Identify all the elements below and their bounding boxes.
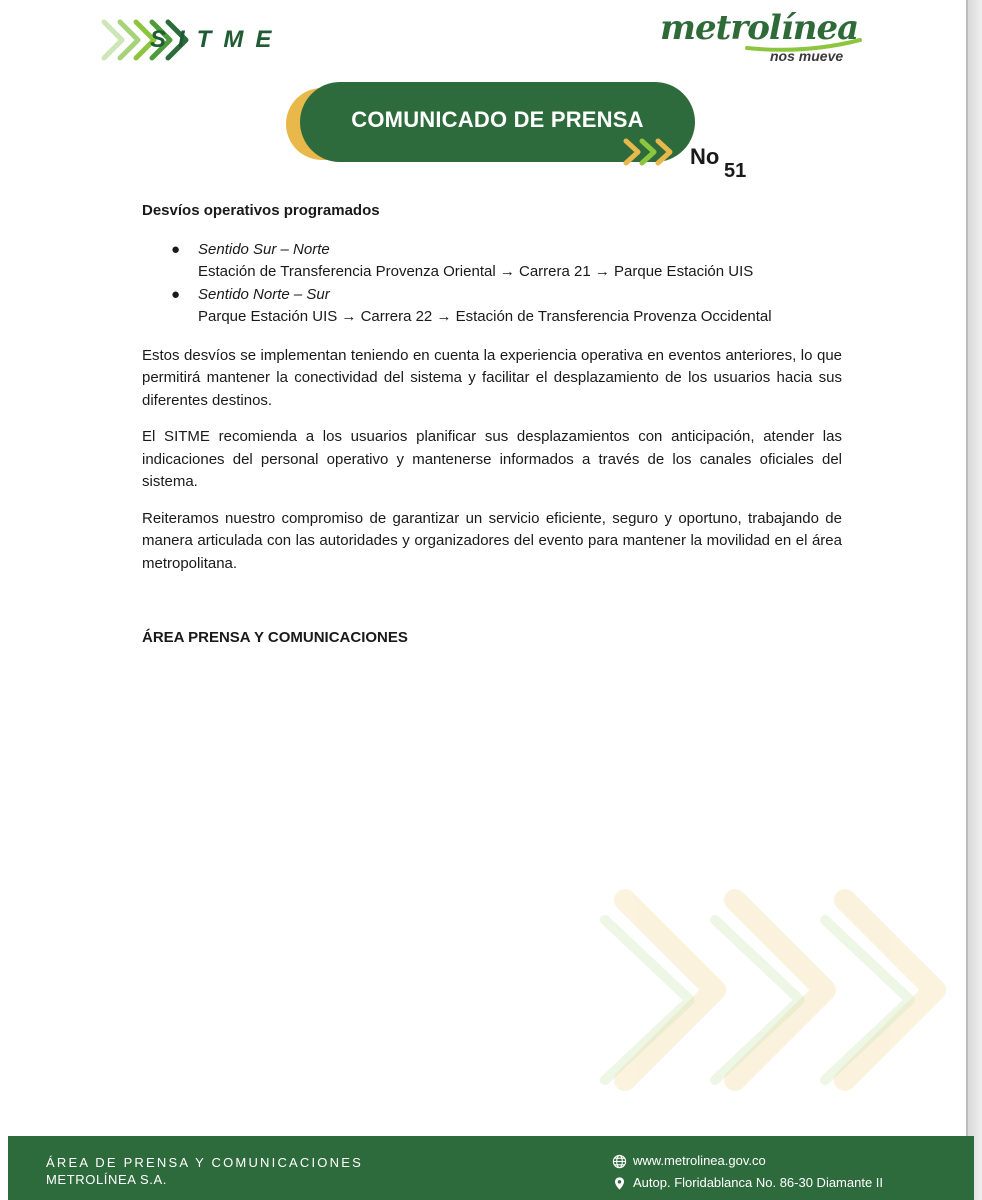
metrolinea-logo-text: metrolínea xyxy=(660,8,859,48)
footer-address-row xyxy=(612,1172,883,1194)
footer-company: METROLÍNEA S.A. xyxy=(46,1172,167,1187)
footer-org xyxy=(46,1154,363,1188)
globe-icon xyxy=(612,1154,627,1169)
bullet-icon: ● xyxy=(171,240,181,258)
route-direction: Sentido Sur – Norte xyxy=(198,240,330,258)
bulletin-number: 51 xyxy=(724,160,747,182)
footer-contact xyxy=(612,1150,883,1194)
banner-chevrons-icon xyxy=(620,136,686,168)
route-direction: Sentido Norte – Sur xyxy=(198,285,330,303)
route-list xyxy=(142,239,842,329)
footer-department: ÁREA DE PRENSA Y COMUNICACIONES xyxy=(46,1155,363,1170)
footer-website-link[interactable]: www.metrolinea.gov.co xyxy=(633,1153,766,1168)
list-item xyxy=(171,284,842,329)
paragraph: Reiteramos nuestro compromiso de garantizar un servicio eficiente, seguro y oportuno, trabajando de manera articulada con las autoridades y organizadores del evento para mantener la movilidad en el área metropolitana. xyxy=(142,509,842,572)
metrolinea-slogan: nos mueve xyxy=(770,48,844,64)
paragraph: El SITME recomienda a los usuarios planificar sus desplazamientos con anticipación, atender las indicaciones del personal operativo y mantenerse informados a través de los canales oficiales del sistema. xyxy=(142,428,842,490)
footer-website-row[interactable] xyxy=(612,1150,883,1172)
watermark-chevrons-icon xyxy=(595,880,975,1100)
footer-address: Autop. Floridablanca No. 86-30 Diamante II xyxy=(633,1175,884,1190)
route-path: Estación de Transferencia Provenza Oriental → Carrera 21 → Parque Estación UIS xyxy=(198,263,754,280)
route-path: Parque Estación UIS → Carrera 22 → Estación de Transferencia Provenza Occidental xyxy=(198,308,772,325)
signature: ÁREA PRENSA Y COMUNICACIONES xyxy=(142,629,408,646)
section-title: Desvíos operativos programados xyxy=(142,202,380,219)
list-item xyxy=(171,239,842,284)
location-pin-icon xyxy=(612,1176,627,1191)
page-title: COMUNICADO DE PRENSA xyxy=(351,107,644,132)
press-release-body xyxy=(142,200,842,650)
sitme-logo-text: SITME xyxy=(150,26,284,53)
bulletin-number-label: No xyxy=(690,144,720,169)
paragraph: Estos desvíos se implementan teniendo en cuenta la experiencia operativa en eventos anteriores, lo que permitirá mantener la conectividad del sistema y facilitar el desplazamiento de los usuarios hacia sus diferentes destinos. xyxy=(142,346,842,409)
bullet-icon: ● xyxy=(171,285,181,303)
